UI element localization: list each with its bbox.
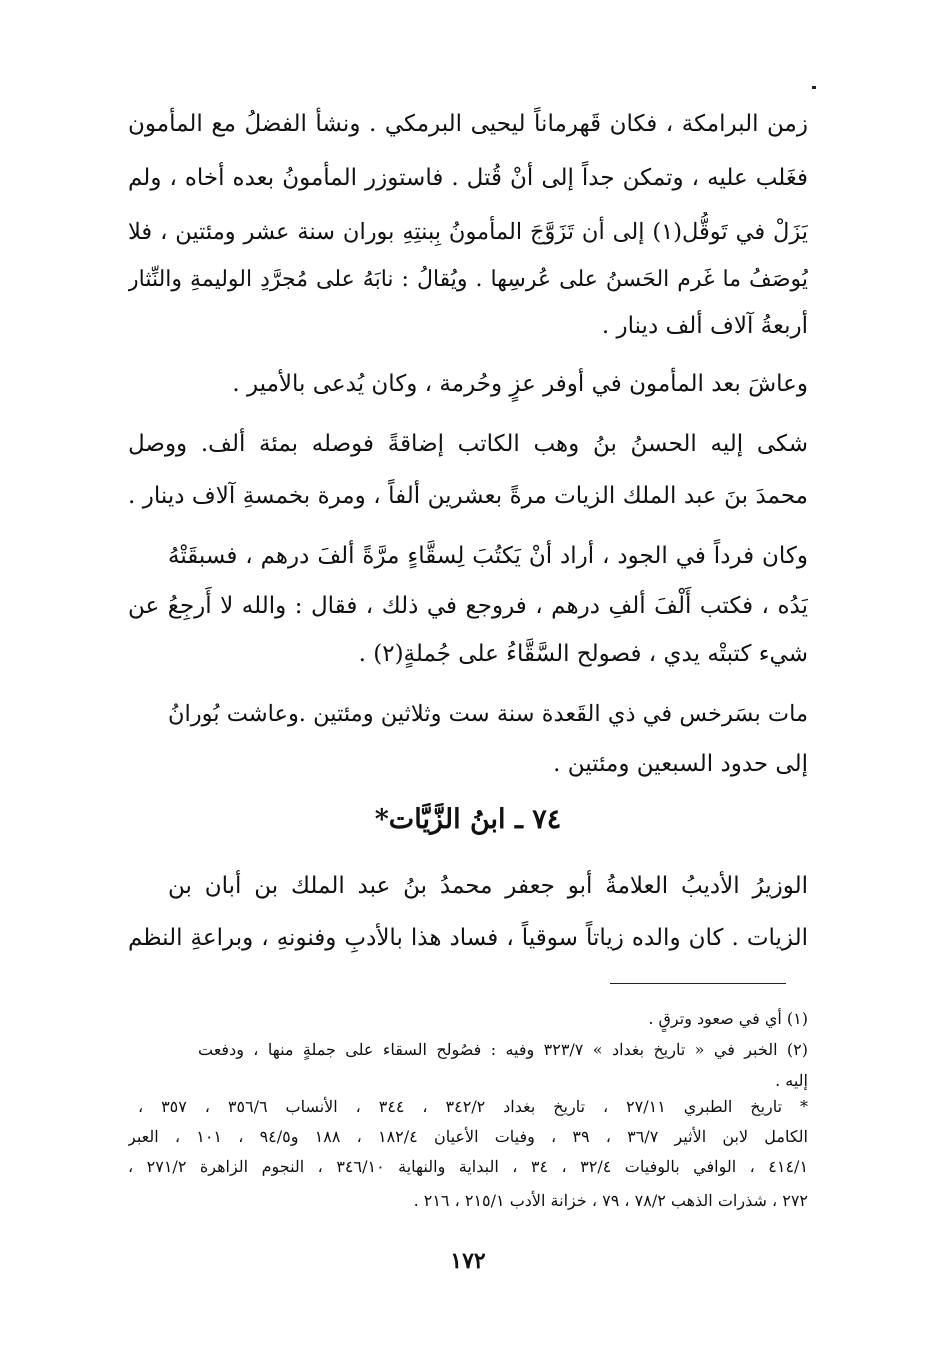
body-line: شيء كتبتْه يدي ، فصولح السَّقَّاءُ على جُملةٍ(٢) .: [358, 641, 808, 667]
body-line: يُوصَفُ ما غَرم الحَسنُ على عُرسِها . ويُقالُ : نابَهُ على مُجرَّدِ الوليمةِ والنِّثار: [128, 267, 808, 292]
source-line: ٤١٤/١ ، الوافي بالوفيات ٣٢/٤ ، ٣٤ ، البداية والنهاية ٣٤٦/١٠ ، النجوم الزاهرة ٢٧١/٢ ،: [128, 1157, 808, 1176]
body-line: مات بسَرخس في ذي القَعدة سنة ست وثلاثين ومئتين .وعاشت بُورانُ: [168, 701, 808, 727]
footnote-line: إليه .: [775, 1071, 808, 1090]
scan-mark: [812, 86, 816, 89]
bio-line: الوزيرُ الأديبُ العلامةُ أبو جعفر محمدُ بنُ عبد الملك بن أبان بن: [168, 873, 808, 899]
section-heading: ٧٤ ـ ابنُ الزَّيَّات*: [374, 804, 562, 835]
footnote-line: (٢) الخبر في « تاريخ بغداد » ٣٢٣/٧ وفيه : فصُولح السقاء على جملةٍ منها ، ودفعت: [198, 1040, 808, 1059]
footnote-divider: [610, 983, 786, 984]
body-line: يَدُه ، فكتب أَلْفَ ألفِ درهم ، فروجع في ذلك ، فقال : والله لا أَرجِعُ عن: [128, 593, 808, 619]
source-line: * تاريخ الطبري ٢٧/١١ ، تاريخ بغداد ٣٤٢/٢ ، ٣٤٤ ، الأنساب ٣٥٦/٦ ، ٣٥٧ ،: [138, 1097, 808, 1116]
body-line: يَزَلْ في تَوقُّل(١) إلى أن تَزَوَّجَ المأمونُ بِبنتِهِ بوران سنة عشر ومئتين ، فلا: [128, 219, 808, 245]
body-line: فغَلب عليه ، وتمكن جداً إلى أنْ قُتل . فاستوزر المأمونُ بعده أخاه ، ولم: [128, 165, 808, 191]
body-line: شكى إليه الحسنُ بنُ وهب الكاتب إضاقةً فوصله بمئة ألف. ووصل: [128, 431, 808, 457]
body-line: وعاشَ بعد المأمون في أوفر عزٍ وحُرمة ، وكان يُدعى بالأمير .: [232, 371, 808, 397]
body-line: إلى حدود السبعين ومئتين .: [553, 751, 808, 777]
body-line: أربعةُ آلاف ألف دينار .: [601, 313, 808, 339]
source-line: ٢٧٢ ، شذرات الذهب ٧٨/٢ ، ٧٩ ، خزانة الأدب ٢١٥/١ ، ٢١٦ .: [413, 1191, 808, 1210]
footnote-line: (١) أي في صعود وترقٍ .: [648, 1009, 808, 1028]
body-line: وكان فرداً في الجود ، أراد أنْ يَكتُبَ لِسقَّاءٍ مرَّةً ألفَ درهم ، فسبقَتْهُ: [168, 543, 808, 569]
page-number: ١٧٢: [450, 1248, 486, 1274]
bio-line: الزيات . كان والده زياتاً سوقياً ، فساد هذا بالأدبِ وفنونهِ ، وبراعةِ النظم: [128, 925, 808, 951]
body-line: محمدَ بنَ عبد الملك الزيات مرةً بعشرين ألفاً ، ومرة بخمسةِ آلاف دينار .: [128, 483, 808, 509]
source-line: الكامل لابن الأثير ٣٦/٧ ، ٣٩ ، وفيات الأعيان ١٨٢/٤ ، ١٨٨ و٩٤/٥ ، ١٠١ ، العبر: [128, 1127, 808, 1146]
body-line: زمن البرامكة ، فكان قَهرماناً ليحيى البرمكي . ونشأ الفضلُ مع المأمون: [128, 111, 808, 137]
